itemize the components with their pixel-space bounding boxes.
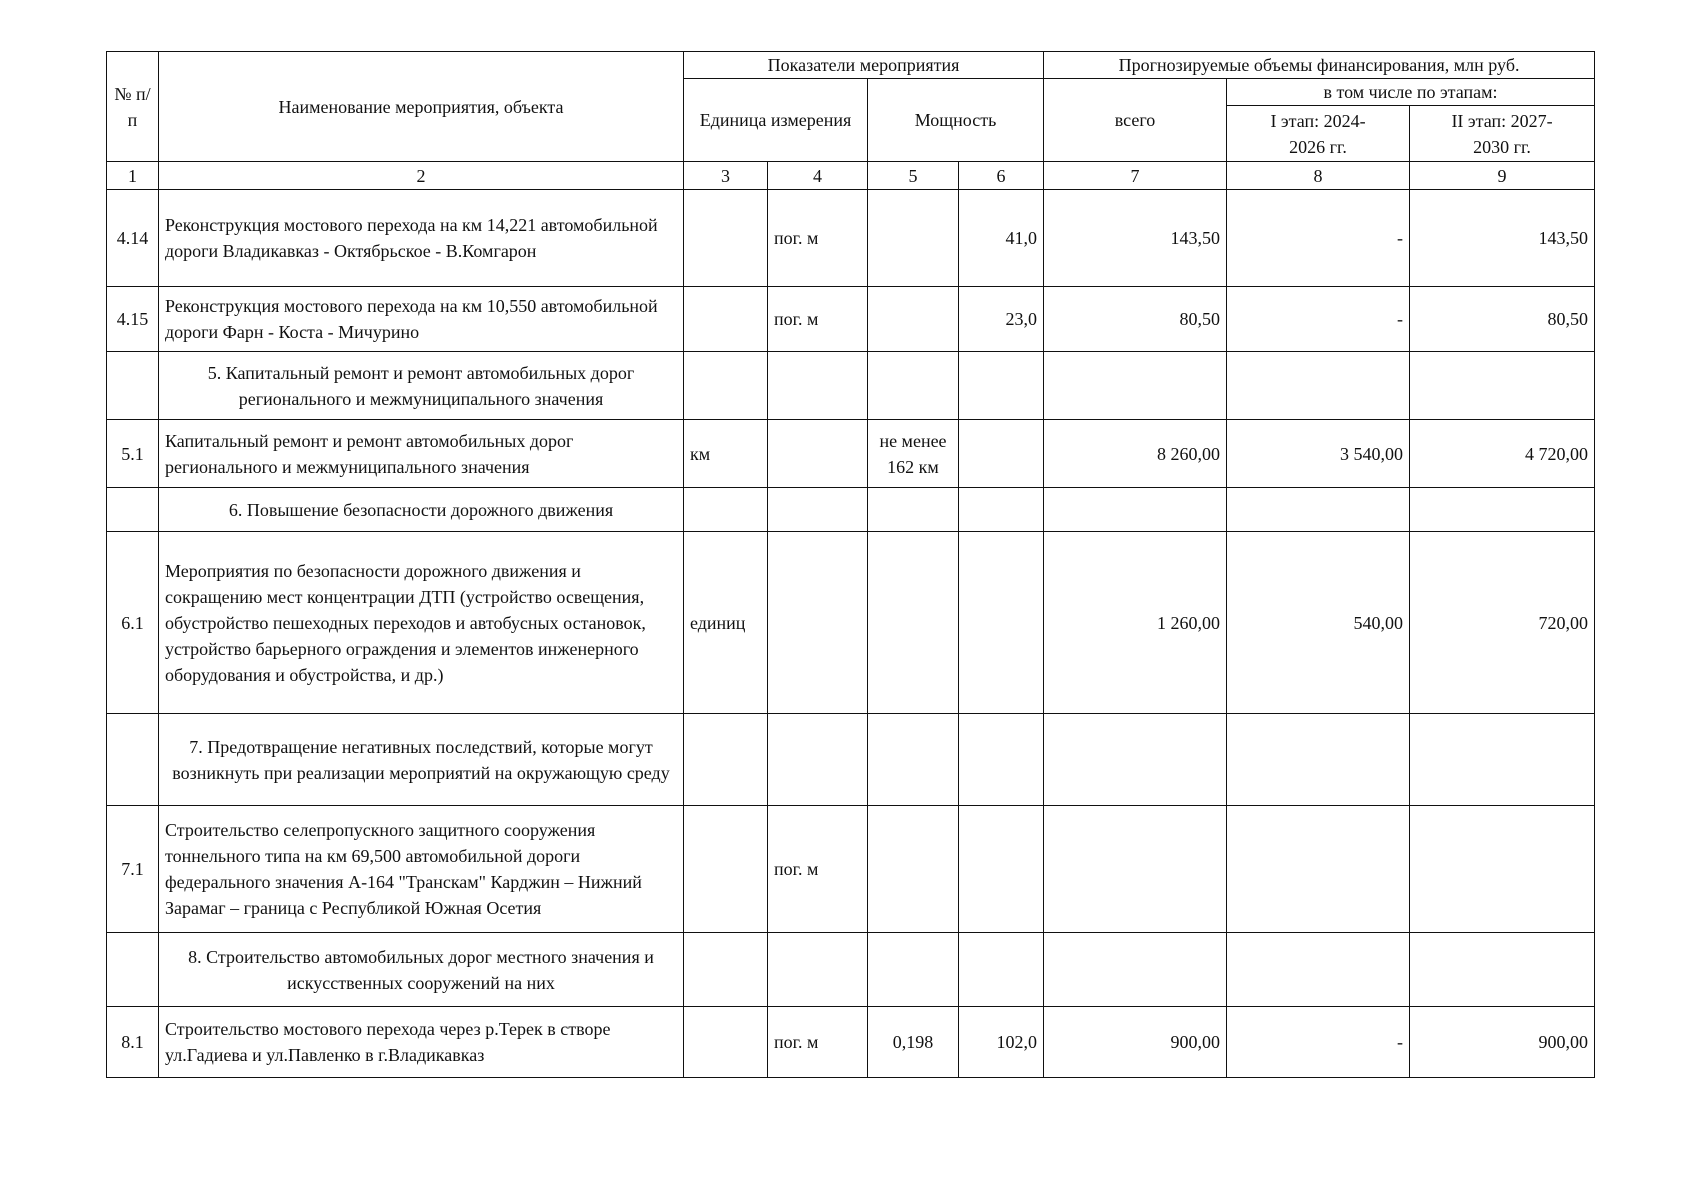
row-total: 80,50 — [1044, 287, 1227, 352]
row-number: 8.1 — [107, 1007, 159, 1078]
row-capacity-b: 23,0 — [959, 287, 1044, 352]
header-stages: в том числе по этапам: — [1227, 79, 1595, 106]
column-number: 9 — [1410, 162, 1595, 190]
row-capacity-b — [959, 806, 1044, 933]
table-row — [107, 190, 1595, 287]
row-unit-b: пог. м — [768, 190, 868, 287]
header-name: Наименование мероприятия, объекта — [159, 52, 684, 162]
row-stage-2: 80,50 — [1410, 287, 1595, 352]
row-number: 6.1 — [107, 532, 159, 714]
row-capacity-b: 41,0 — [959, 190, 1044, 287]
row-total: 143,50 — [1044, 190, 1227, 287]
row-unit-b: пог. м — [768, 806, 868, 933]
column-number: 2 — [159, 162, 684, 190]
column-number: 4 — [768, 162, 868, 190]
header-total: всего — [1044, 79, 1227, 162]
row-unit-a — [684, 806, 768, 933]
section-row — [107, 933, 1595, 1007]
row-unit-b — [768, 420, 868, 488]
row-stage-2 — [1410, 806, 1595, 933]
section-row — [107, 488, 1595, 532]
row-capacity-a — [868, 806, 959, 933]
row-total: 8 260,00 — [1044, 420, 1227, 488]
row-number: 5.1 — [107, 420, 159, 488]
column-number: 8 — [1227, 162, 1410, 190]
column-number: 6 — [959, 162, 1044, 190]
row-unit-b: пог. м — [768, 1007, 868, 1078]
row-capacity-a — [868, 190, 959, 287]
header-funding: Прогнозируемые объемы финансирования, млн руб. — [1044, 52, 1595, 79]
table-row — [107, 532, 1595, 714]
section-row — [107, 714, 1595, 806]
row-capacity-a — [868, 287, 959, 352]
row-total — [1044, 806, 1227, 933]
row-stage-1: 540,00 — [1227, 532, 1410, 714]
section-title: 6. Повышение безопасности дорожного движения — [159, 488, 684, 532]
column-number: 3 — [684, 162, 768, 190]
row-capacity-a — [868, 532, 959, 714]
row-number: 7.1 — [107, 806, 159, 933]
row-name: Строительство мостового перехода через р.Терек в створе ул.Гадиева и ул.Павленко в г.Владикавказ — [159, 1007, 684, 1078]
row-stage-1: - — [1227, 287, 1410, 352]
header-stage-2: II этап: 2027-2030 гг. — [1410, 106, 1595, 162]
row-capacity-b: 102,0 — [959, 1007, 1044, 1078]
row-unit-b: пог. м — [768, 287, 868, 352]
column-numbers-row — [107, 162, 1595, 190]
row-stage-1: 3 540,00 — [1227, 420, 1410, 488]
row-stage-2: 720,00 — [1410, 532, 1595, 714]
column-number: 5 — [868, 162, 959, 190]
row-name: Реконструкция мостового перехода на км 14,221 автомобильной дороги Владикавказ - Октябрьское - В.Комгарон — [159, 190, 684, 287]
row-number: 4.15 — [107, 287, 159, 352]
funding-table — [106, 51, 1595, 1078]
table-row — [107, 287, 1595, 352]
section-row — [107, 352, 1595, 420]
row-name: Капитальный ремонт и ремонт автомобильных дорог регионального и межмуниципального значения — [159, 420, 684, 488]
header-capacity: Мощность — [868, 79, 1044, 162]
table-row — [107, 420, 1595, 488]
row-unit-a — [684, 190, 768, 287]
row-name: Реконструкция мостового перехода на км 10,550 автомобильной дороги Фарн - Коста - Мичурино — [159, 287, 684, 352]
row-stage-2: 143,50 — [1410, 190, 1595, 287]
row-capacity-b — [959, 532, 1044, 714]
table-row — [107, 806, 1595, 933]
row-unit-b — [768, 532, 868, 714]
row-stage-1 — [1227, 806, 1410, 933]
row-stage-2: 900,00 — [1410, 1007, 1595, 1078]
row-unit-a — [684, 1007, 768, 1078]
row-unit-a: км — [684, 420, 768, 488]
row-stage-1: - — [1227, 1007, 1410, 1078]
row-capacity-a: 0,198 — [868, 1007, 959, 1078]
section-title: 5. Капитальный ремонт и ремонт автомобильных дорог регионального и межмуниципального значения — [159, 352, 684, 420]
header-indicators: Показатели мероприятия — [684, 52, 1044, 79]
row-total: 900,00 — [1044, 1007, 1227, 1078]
row-capacity-b — [959, 420, 1044, 488]
row-stage-1: - — [1227, 190, 1410, 287]
row-stage-2: 4 720,00 — [1410, 420, 1595, 488]
header-no: № п/п — [107, 52, 159, 162]
header-unit: Единица измерения — [684, 79, 868, 162]
row-number: 4.14 — [107, 190, 159, 287]
column-number: 1 — [107, 162, 159, 190]
table-row — [107, 1007, 1595, 1078]
row-unit-a — [684, 287, 768, 352]
row-capacity-a: не менее 162 км — [868, 420, 959, 488]
row-total: 1 260,00 — [1044, 532, 1227, 714]
row-name: Строительство селепропускного защитного сооружения тоннельного типа на км 69,500 автомобильной дороги федерального значения А-164 "Транскам" Карджин – Нижний Зарамаг – граница с Республикой Южная Осетия — [159, 806, 684, 933]
row-name: Мероприятия по безопасности дорожного движения и сокращению мест концентрации ДТП (устройство освещения, обустройство пешеходных переходов и автобусных остановок, устройство барьерного ограждения и элементов инженерного оборудования и обустройства, и др.) — [159, 532, 684, 714]
section-title: 7. Предотвращение негативных последствий, которые могут возникнуть при реализации мероприятий на окружающую среду — [159, 714, 684, 806]
header-stage-1: I этап: 2024-2026 гг. — [1227, 106, 1410, 162]
column-number: 7 — [1044, 162, 1227, 190]
section-title: 8. Строительство автомобильных дорог местного значения и искусственных сооружений на них — [159, 933, 684, 1007]
row-unit-a: единиц — [684, 532, 768, 714]
